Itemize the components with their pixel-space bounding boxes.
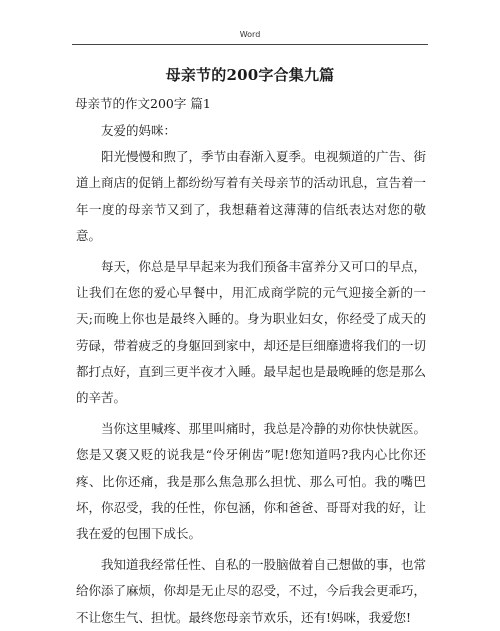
document-title: 母亲节的200字合集九篇 xyxy=(165,66,335,84)
salutation: 友爱的妈咪： xyxy=(101,123,177,138)
paragraph-4: 我知道我经常任性、自私的一股脑做着自己想做的事，也常给你添了麻烦，你却是无止尽的忍受，不过，今后我会更乖巧，不让您生气、担忧。最终您母亲节欢乐，还有!妈咪，我爱您! xyxy=(76,557,427,625)
document-body xyxy=(76,118,426,631)
paragraph-2: 每天，你总是早早起来为我们预备丰富养分又可口的早点，让我们在您的爱心早餐中，用汇成商学院的元气迎接全新的一天;而晚上你也是最终入睡的。身为职业妇女，你经受了成天的劳碌，带着疲乏的身躯回到家中，却还是巨细靡遗将我们的一切都打点好，直到三更半夜才入睡。最早起也是最晚睡的您是那么的辛苦。 xyxy=(76,259,427,406)
paragraph-3: 当你这里喊疼、那里叫痛时，我总是冷静的劝你快快就医。您是又褒又贬的说我是“伶牙俐齿”呢!您知道吗?我内心比你还疼、比你还痛，我是那么焦急那么担忧、那么可怕。我的嘴巴坏，你忍受，我的任性，你包涵，你和爸爸、哥哥对我的好，让我在爱的包围下成长。 xyxy=(76,421,427,542)
page-header xyxy=(72,30,428,39)
header-divider xyxy=(72,44,428,45)
section-subtitle: 母亲节的作文200字 篇1 xyxy=(75,96,211,111)
paragraph-1: 阳光慢慢和煦了，季节由春渐入夏季。电视频道的广告、街道上商店的促销上都纷纷写着有关母亲节的活动讯息，宣告着一年一度的母亲节又到了，我想藉着这薄薄的信纸表达对您的敬意。 xyxy=(76,149,427,243)
header-label: Word xyxy=(239,30,261,39)
